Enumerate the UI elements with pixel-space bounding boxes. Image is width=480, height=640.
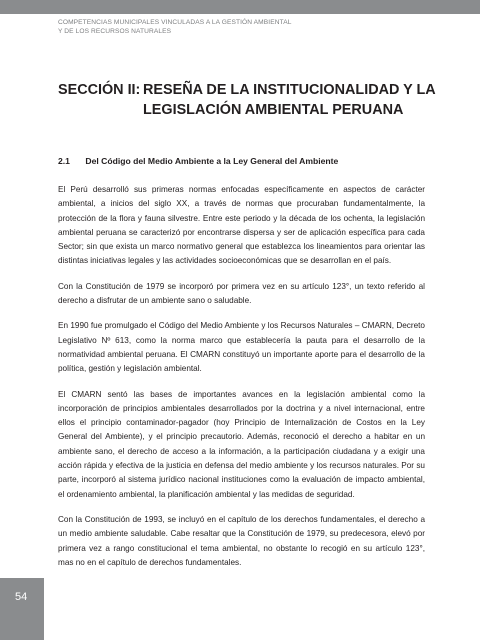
running-header-line-2: Y DE LOS RECURSOS NATURALES [58, 28, 172, 35]
paragraph: El Perú desarrolló sus primeras normas enfocadas específicamente en aspectos de carácter ambiental, a inicios del siglo XX, a través de normas que procuraban fundamentalmente, la protección de la flora y fauna silvestre. Entre este periodo y la década de los ochenta, la legislación ambiental peruana se caracterizó por encontrarse dispersa y ser de aplicación específica para cada Sector; sin que exista un marco normativo general que establezca los lineamientos para orientar las distintas iniciativas legales y las actividades socioeconómicas que se desarrollan en el país. [58, 185, 425, 266]
paragraph: En 1990 fue promulgado el Código del Medio Ambiente y los Recursos Naturales – CMARN, Decreto Legislativo Nº 613, como la norma marco que establecería la pauta para el desarrollo de la normatividad ambiental peruana. El CMARN constituyó un importante aporte para el desarrollo de la política, gestión y legislación ambiental. [58, 321, 425, 374]
page-number: 54 [15, 591, 28, 603]
subsection-title: Del Código del Medio Ambiente a la Ley General del Ambiente [85, 156, 339, 166]
section-label: SECCIÓN II: [58, 82, 141, 98]
subsection-number: 2.1 [58, 156, 70, 166]
section-title [58, 80, 436, 120]
paragraph: Con la Constitución de 1979 se incorporó por primera vez en su artículo 123°, un texto referido al derecho a disfrutar de un ambiente sano o saludable. [58, 281, 425, 306]
body-text [58, 183, 425, 581]
running-header [58, 18, 418, 36]
page-number-tab [0, 578, 44, 640]
top-band [0, 0, 480, 14]
paragraph: El CMARN sentó las bases de importantes avances en la legislación ambiental como la incorporación de principios ambientales desarrollados por la doctrina y a nivel internacional, entre ellos el principio contaminador-pagador (hoy Principio de Internalización de Costos en la Ley General del Ambiente), y el principio precautorio. Además, reconoció el derecho a habitar en un ambiente sano, el derecho de acceso a la información, a la participación ciudadana y a exigir una acción rápida y efectiva de la justicia en defensa del medio ambiente y los recursos naturales. Por su parte, incorporó al sistema jurídico nacional instituciones como la evaluación de impacto ambiental, el ordenamiento ambiental, la planificación ambiental y las medidas de seguridad. [58, 389, 425, 499]
subsection-heading [58, 156, 428, 166]
section-title-line-2: LEGISLACIÓN AMBIENTAL PERUANA [143, 102, 404, 118]
section-title-line-1: RESEÑA DE LA INSTITUCIONALIDAD Y LA [143, 82, 436, 98]
paragraph: Con la Constitución de 1993, se incluyó en el capítulo de los derechos fundamentales, el derecho a un medio ambiente saludable. Cabe resaltar que la Constitución de 1979, su predecesora, elevó por primera vez a rango constitucional el tema ambiental, no obstante lo recogió en su artículo 123°, mas no en el capítulo de derechos fundamentales. [58, 514, 425, 567]
running-header-line-1: COMPETENCIAS MUNICIPALES VINCULADAS A LA GESTIÓN AMBIENTAL [58, 19, 292, 26]
